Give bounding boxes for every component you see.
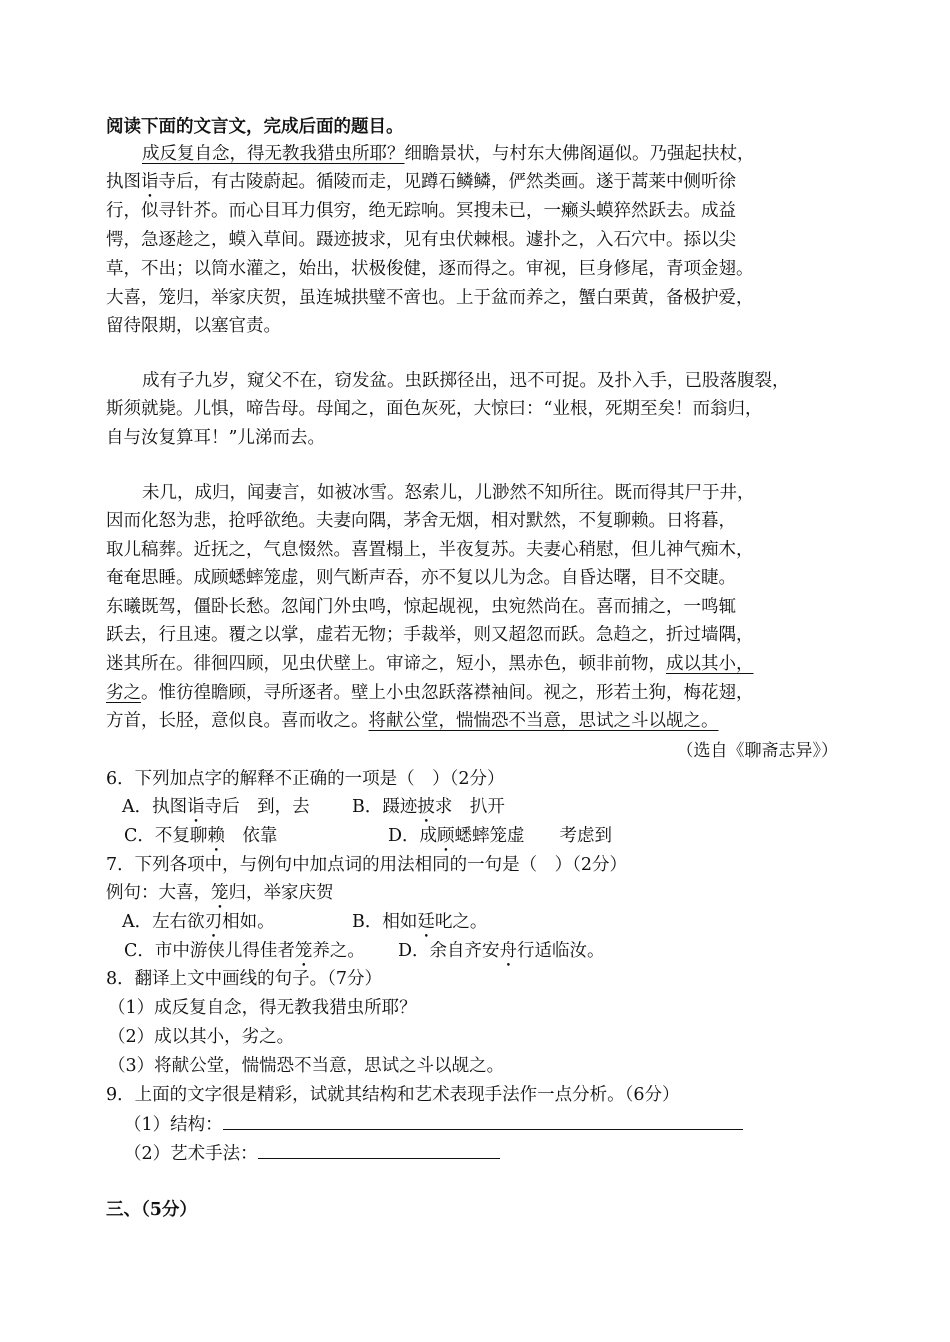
source-citation: （选自《聊斋志异》） [676, 741, 838, 761]
dotted-char: 笼 [294, 941, 313, 961]
q6-option-a: A．执图诣寺后 到，去 [122, 797, 310, 817]
passage-p2-line2: 斯须就毙。儿惧，啼告母。母闻之，面色灰死，大惊曰：“业根，死期至矣！而翁归， [106, 399, 763, 419]
section-three-heading: 三、（5分） [106, 1200, 197, 1220]
q7-option-c: C．市中游侠儿得佳者笼养之。 [124, 941, 365, 961]
dotted-char: 赖 [207, 826, 225, 846]
passage-p1-line6: 大喜，笼归，举家庆贺，虽连城拱璧不啻也。上于盆而养之，蟹白栗黄，备极护爱， [106, 288, 754, 308]
dotted-char: 顾 [437, 826, 455, 846]
passage-p3-line7: 迷其所在。徘徊四顾，见虫伏壁上。审谛之，短小，黑赤色，顿非前物，成以其小， [106, 654, 754, 674]
q9-technique-row [124, 1140, 500, 1167]
q8-sentence-2: （2）成以其小，劣之。 [108, 1027, 295, 1047]
q8-stem: 8．翻译上文中画线的句子。（7分） [106, 969, 383, 989]
underlined-sentence-1: 成反复自念，得无教我猎虫所耶？ [142, 144, 405, 164]
passage-p1-line4: 愕，急逐趁之，蟆入草间。蹑迹披求，见有虫伏棘根。遽扑之，入石穴中。掭以尖 [106, 230, 736, 250]
passage-p3-line4: 奄奄思睡。成顾蟋蟀笼虚，则气断声吞，亦不复以儿为念。自昏达曙，目不交睫。 [106, 568, 736, 588]
q9-stem: 9．上面的文字很是精彩，试就其结构和艺术表现手法作一点分析。（6分） [106, 1085, 680, 1105]
underlined-sentence-3: 将献公堂，惴惴恐不当意，思试之斗以觇之。 [368, 711, 719, 731]
dotted-char: 诣 [141, 172, 159, 192]
passage-p3-line6: 跃去，行且速。覆之以掌，虚若无物；手裁举，则又超忽而跃。急趋之，折过墙隅， [106, 625, 754, 645]
q6-option-c: C．不复聊赖 依靠 [124, 826, 278, 846]
dotted-char: 舟 [499, 941, 518, 961]
passage-p3-line9: 方首，长胫，意似良。喜而收之。将献公堂，惴惴恐不当意，思试之斗以觇之。 [106, 711, 719, 731]
passage-p1-line3: 行，似寻针芥。而心目耳力俱穷，绝无踪响。冥搜未已，一癞头蟆猝然跃去。成益 [106, 201, 736, 221]
passage-p1-line1: 成反复自念，得无教我猎虫所耶？细瞻景状，与村东大佛阁逼似。乃强起扶杖， [142, 144, 755, 164]
dotted-char: 披 [417, 797, 435, 817]
q6-option-d: D．成顾蟋蟀笼虚 考虑到 [388, 826, 613, 846]
q9-structure-row [124, 1111, 743, 1138]
passage-p1-line2: 执图诣寺后，有古陵蔚起。循陵而走，见蹲石鳞鳞，俨然类画。遂于蒿莱中侧听徐 [106, 172, 736, 192]
q6-option-b: B．蹑迹披求 扒开 [352, 797, 505, 817]
dotted-char: 笼 [211, 883, 229, 903]
passage-p2-line1: 成有子九岁，窥父不在，窃发盆。虫跃掷径出，迅不可捉。及扑入手，已股落腹裂， [142, 371, 790, 391]
q9-structure-label: （1）结构： [124, 1115, 223, 1135]
q7-stem: 7．下列各项中，与例句中加点词的用法相同的一句是（ ）（2分） [106, 855, 628, 875]
dotted-char: 刃 [204, 912, 223, 932]
underlined-sentence-2b: 劣之 [106, 683, 141, 703]
underlined-sentence-2a: 成以其小， [666, 654, 754, 674]
q7-option-d: D．余自齐安舟行适临汝。 [398, 941, 605, 961]
passage-p3-line5: 东曦既驾，僵卧长愁。忽闻门外虫鸣，惊起觇视，虫宛然尚在。喜而捕之，一鸣辄 [106, 597, 736, 617]
passage-p3-line1: 未几，成归，闻妻言，如被冰雪。怒索儿，儿渺然不知所往。既而得其尸于井， [142, 483, 755, 503]
q7-example: 例句：大喜，笼归，举家庆贺 [106, 883, 334, 903]
q7-option-b: B．相如廷叱之。 [352, 912, 488, 932]
q8-sentence-3: （3）将献公堂，惴惴恐不当意，思试之斗以觇之。 [108, 1056, 505, 1076]
dotted-char: 诣 [187, 797, 205, 817]
passage-p1-line5: 草，不出；以筒水灌之，始出，状极俊健，逐而得之。审视，巨身修尾，青项金翅。 [106, 259, 754, 279]
structure-answer-blank[interactable] [223, 1111, 743, 1130]
reading-heading: 阅读下面的文言文，完成后面的题目。 [106, 117, 404, 137]
q7-option-a: A．左右欲刃相如。 [122, 912, 275, 932]
q8-sentence-1: （1）成反复自念，得无教我猎虫所耶？ [108, 998, 417, 1018]
passage-p3-line3: 取儿稿葬。近抚之，气息惙然。喜置榻上，半夜复苏。夫妻心稍慰，但儿神气痴木， [106, 540, 754, 560]
passage-p1-line7: 留待限期，以塞官责。 [106, 316, 281, 336]
technique-answer-blank[interactable] [258, 1140, 500, 1159]
passage-p3-line8: 劣之。惟彷徨瞻顾，寻所逐者。壁上小虫忽跃落襟袖间。视之，形若土狗，梅花翅， [106, 683, 754, 703]
dotted-char: 廷 [417, 912, 435, 932]
q6-stem: 6．下列加点字的解释不正确的一项是（ ）（2分） [106, 769, 505, 789]
q9-technique-label: （2）艺术手法： [124, 1144, 258, 1164]
passage-p2-line3: 自与汝复算耳！”儿涕而去。 [106, 428, 325, 448]
passage-p3-line2: 因而化怒为悲，抢呼欲绝。夫妻向隅，茅舍无烟，相对默然，不复聊赖。日将暮， [106, 511, 736, 531]
